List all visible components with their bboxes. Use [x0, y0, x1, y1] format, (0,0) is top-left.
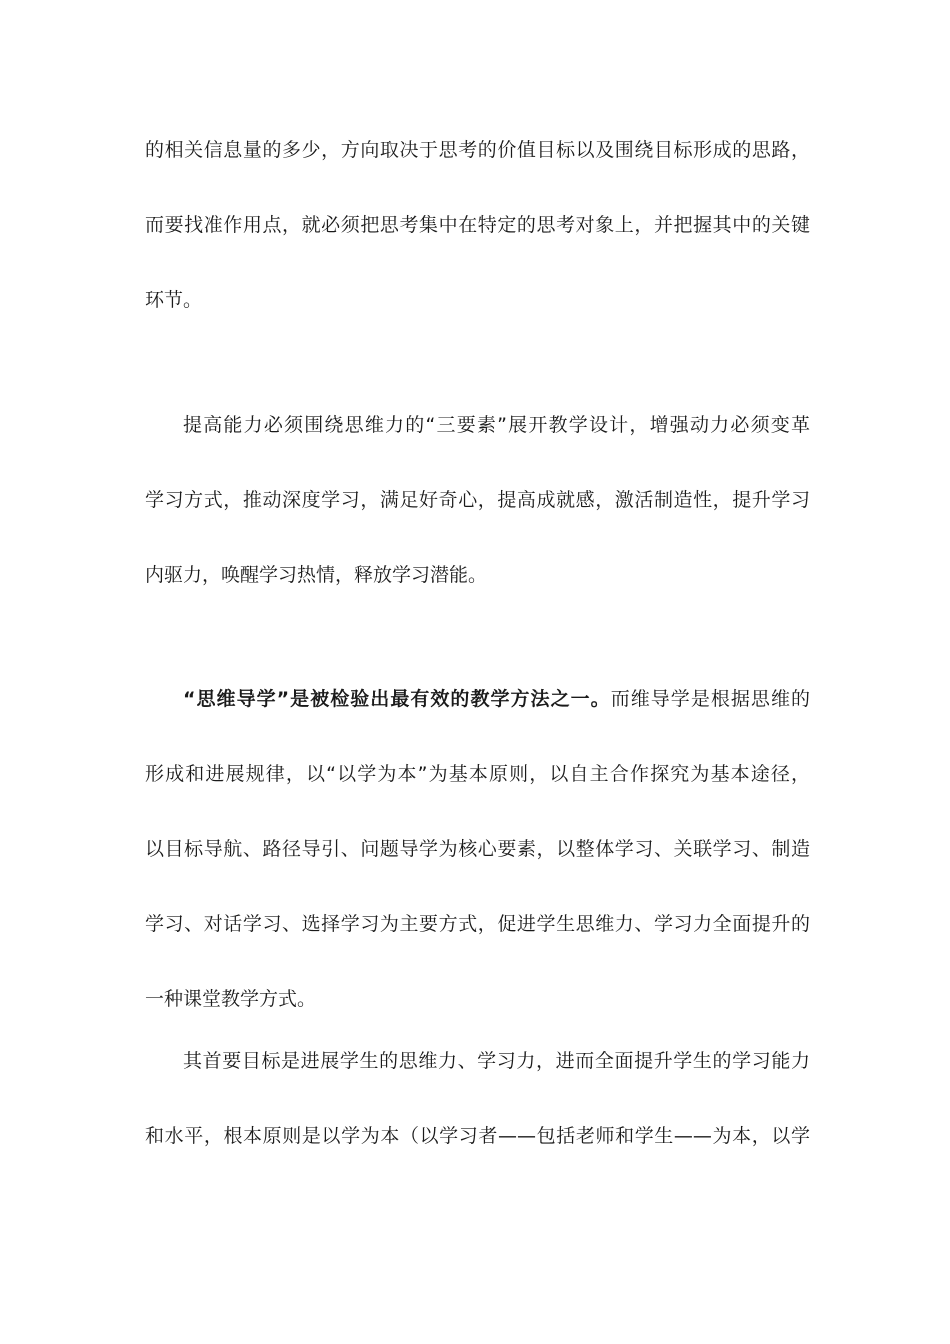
paragraph-4-line-1: 其首要目标是进展学生的思维力、学习力，进而全面提升学生的学习能力: [183, 1050, 810, 1072]
paragraph-2-line-1: 提高能力必须围绕思维力的“三要素”展开教学设计，增强动力必须变革: [183, 414, 810, 436]
paragraph-1-line-3: 环节。: [145, 289, 203, 311]
paragraph-2-line-2: 学习方式，推动深度学习，满足好奇心，提高成就感，激活制造性，提升学习: [145, 489, 810, 511]
paragraph-3-line-3: 以目标导航、路径导引、问题导学为核心要素，以整体学习、关联学习、制造: [145, 838, 810, 860]
paragraph-3-line-5: 一种课堂教学方式。: [145, 988, 317, 1010]
paragraph-1-line-2: 而要找准作用点，就必须把思考集中在特定的思考对象上，并把握其中的关键: [145, 214, 810, 236]
paragraph-1-line-1: 的相关信息量的多少，方向取决于思考的价值目标以及围绕目标形成的思路，: [145, 139, 810, 161]
paragraph-3-bold-lead: “思维导学”是被检验出最有效的教学方法之一。: [183, 688, 611, 710]
paragraph-3-lead-rest: 而维导学是根据思维的: [610, 688, 810, 710]
paragraph-2-line-3: 内驱力，唤醒学习热情，释放学习潜能。: [145, 564, 488, 586]
paragraph-3-line-4: 学习、对话学习、选择学习为主要方式，促进学生思维力、学习力全面提升的: [145, 913, 810, 935]
paragraph-3-line-2: 形成和进展规律，以“以学为本”为基本原则，以自主合作探究为基本途径，: [145, 763, 810, 785]
paragraph-4-line-2: 和水平，根本原则是以学为本（以学习者——包括老师和学生——为本，以学: [145, 1125, 810, 1147]
paragraph-3-line-1: [183, 686, 810, 712]
